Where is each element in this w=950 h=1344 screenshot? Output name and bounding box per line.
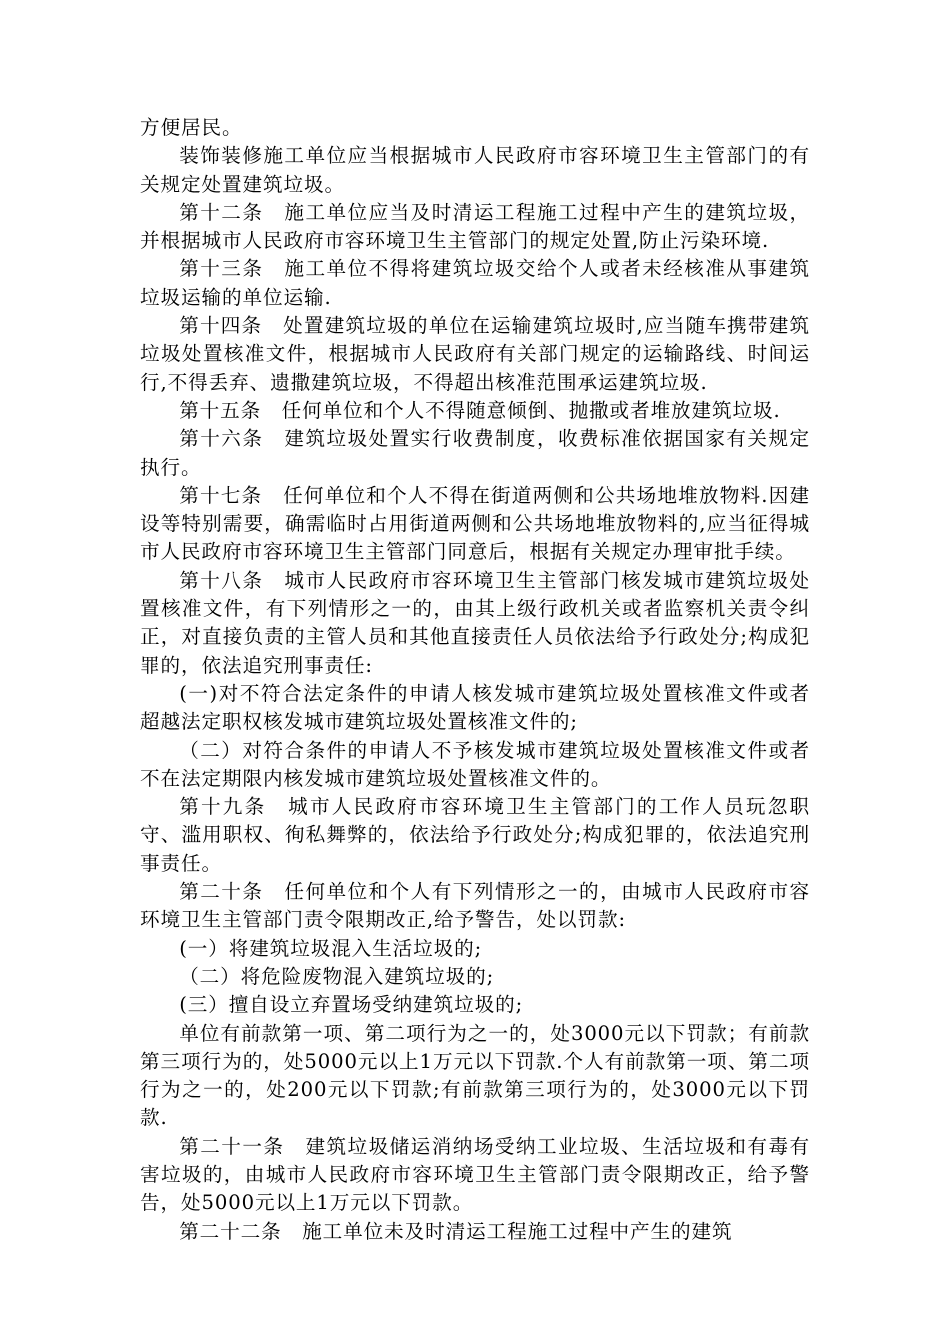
document-page bbox=[140, 114, 810, 1246]
paragraph-2: 装饰装修施工单位应当根据城市人民政府市容环境卫生主管部门的有关规定处置建筑垃圾。 bbox=[140, 144, 810, 196]
article-15: 第十五条 任何单位和个人不得随意倾倒、抛撒或者堆放建筑垃圾. bbox=[179, 398, 781, 422]
article-20-item-2: （二）将危险废物混入建筑垃圾的; bbox=[179, 964, 495, 988]
article-18: 第十八条 城市人民政府市容环境卫生主管部门核发城市建筑垃圾处置核准文件，有下列情形之一的，由其上级行政机关或者监察机关责令纠正，对直接负责的主管人员和其他直接责任人员依法给予行政处分;构成犯罪的，依法追究刑事责任: bbox=[140, 568, 810, 677]
article-16: 第十六条 建筑垃圾处置实行收费制度，收费标准依据国家有关规定执行。 bbox=[140, 427, 810, 479]
article-13: 第十三条 施工单位不得将建筑垃圾交给个人或者未经核准从事建筑垃圾运输的单位运输. bbox=[140, 257, 810, 309]
article-21: 第二十一条 建筑垃圾储运消纳场受纳工业垃圾、生活垃圾和有毒有害垃圾的，由城市人民政府市容环境卫生主管部门责令限期改正，给予警告，处5000元以上1万元以下罚款。 bbox=[140, 1134, 810, 1215]
article-18-item-1: (一)对不符合法定条件的申请人核发城市建筑垃圾处置核准文件或者超越法定职权核发城市建筑垃圾处置核准文件的; bbox=[140, 681, 810, 734]
article-22: 第二十二条 施工单位未及时清运工程施工过程中产生的建筑 bbox=[179, 1219, 733, 1243]
article-17: 第十七条 任何单位和个人不得在街道两侧和公共场地堆放物料.因建设等特别需要，确需临时占用街道两侧和公共场地堆放物料的,应当征得城市人民政府市容环境卫生主管部门同意后，根据有关规定办理审批手续。 bbox=[140, 483, 810, 564]
article-19: 第十九条 城市人民政府市容环境卫生主管部门的工作人员玩忽职守、滥用职权、徇私舞弊的，依法给予行政处分;构成犯罪的，依法追究刑事责任。 bbox=[140, 795, 810, 875]
article-20-item-3: (三）擅自设立弃置场受纳建筑垃圾的; bbox=[179, 993, 524, 1017]
article-20: 第二十条 任何单位和个人有下列情形之一的，由城市人民政府市容环境卫生主管部门责令限期改正,给予警告，处以罚款: bbox=[140, 880, 810, 932]
article-12: 第十二条 施工单位应当及时清运工程施工过程中产生的建筑垃圾，并根据城市人民政府市容环境卫生主管部门的规定处置,防止污染环境. bbox=[140, 200, 810, 253]
paragraph-1: 方便居民。 bbox=[140, 116, 243, 139]
article-18-item-2: （二）对符合条件的申请人不予核发城市建筑垃圾处置核准文件或者不在法定期限内核发城市建筑垃圾处置核准文件的。 bbox=[140, 738, 810, 790]
article-20-penalties: 单位有前款第一项、第二项行为之一的，处3000元以下罚款；有前款第三项行为的，处5000元以上1万元以下罚款.个人有前款第一项、第二项行为之一的，处200元以下罚款;有前款第三项行为的，处3000元以下罚款. bbox=[140, 1021, 810, 1130]
article-20-item-1: (一）将建筑垃圾混入生活垃圾的; bbox=[179, 936, 483, 960]
article-14: 第十四条 处置建筑垃圾的单位在运输建筑垃圾时,应当随车携带建筑垃圾处置核准文件，根据城市人民政府有关部门规定的运输路线、时间运行,不得丢弃、遗撒建筑垃圾，不得超出核准范围承运建筑垃圾. bbox=[140, 314, 810, 394]
